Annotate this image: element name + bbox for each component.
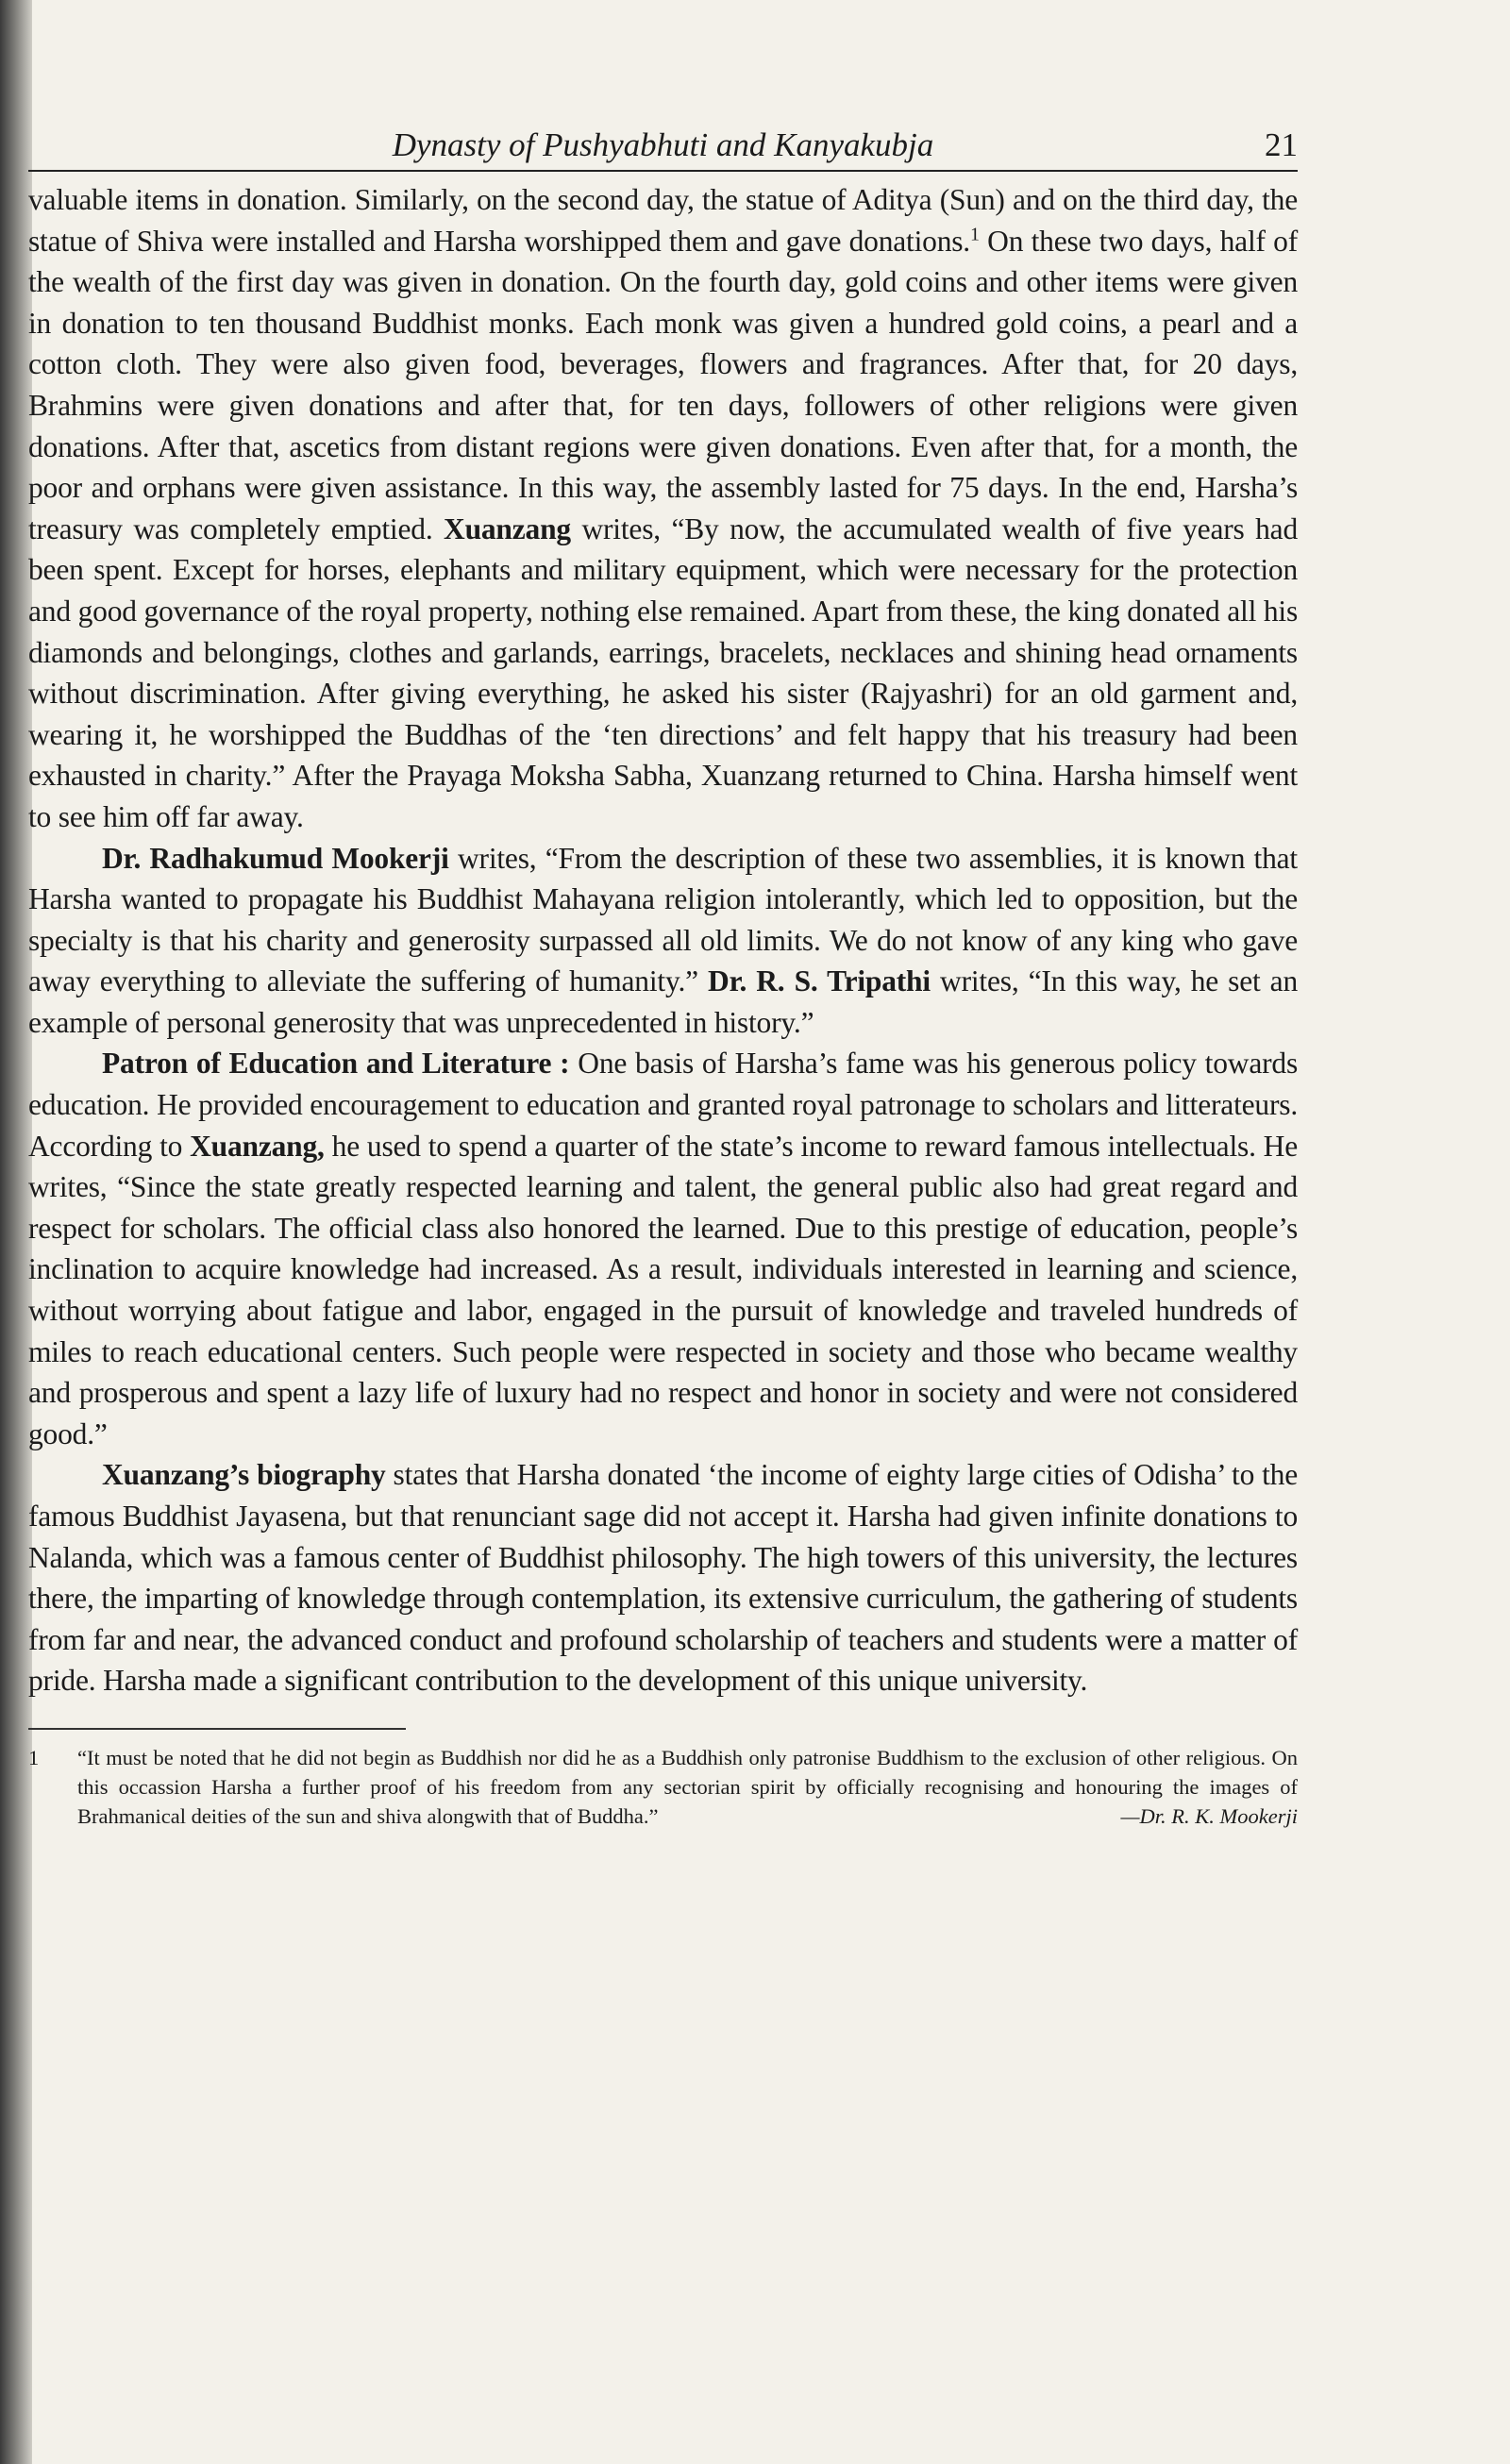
footnote-reference: 1 — [970, 224, 980, 245]
page-header — [28, 104, 1298, 172]
para1-text-3: writes, “By now, the accumulated wealth of five years had been spent. Except for horses, elephants and military equipment, which were necessary for the protection and good governance of the royal property, nothing else remained. Apart from these, the king donated all his diamonds and belongings, clothes and garlands, earrings, bracelets, necklaces and shining head ornaments without discrimination. After giving everything, he asked his sister (Rajyashri) for an old garment and, wearing it, he worshipped the Buddhas of the ‘ten directions’ and felt happy that his treasury had been exhausted in charity.” After the Prayaga Moksha Sabha, Xuanzang returned to China. Harsha himself went to see him off far away. — [28, 511, 1298, 833]
paragraph-donations — [28, 179, 1298, 838]
para3-bold-heading: Patron of Education and Literature : — [102, 1047, 570, 1081]
running-title: Dynasty of Pushyabhuti and Kanyakubja — [392, 126, 934, 163]
footnote-text: “It must be noted that he did not begin as Buddhish nor did he as a Buddhish only patronise Buddhism to the exclusion of other religious. On this occassion Harsha a further proof of his freedom from any sectorian spirit by officially recognising and honouring the images of Brahmanical deities of the sun and shiva alongwith that of Buddha.” — [77, 1745, 1298, 1828]
para4-bold-biography: Xuanzang’s biography — [102, 1458, 386, 1492]
para3-text-2: he used to spend a quarter of the state’s income to reward famous intellectuals. He writes, “Since the state greatly respected learning and talent, the general public also had great regard and respect for scholars. The official class also honored the learned. Due to this prestige of education, people’s inclination to acquire knowledge had increased. As a result, individuals interested in learning and science, without worrying about fatigue and labor, engaged in the pursuit of knowledge and traveled hundreds of miles to reach educational centers. Such people were respected in society and those who became wealthy and prosperous and spent a lazy life of luxury had no respect and honor in society and were not considered good.” — [28, 1129, 1298, 1450]
para2-text-1: writes, “From the description of these two assemblies, it is known that Harsha wanted to propagate his Buddhist Mahayana religion intolerantly, which led to opposition, but the specialty is that his charity and generosity surpassed all old limits. We do not know of any king who gave away everything to alleviate the suffering of humanity.” — [28, 841, 1298, 998]
para3-bold-xuanzang: Xuanzang, — [190, 1129, 325, 1163]
footnote-mark: 1 — [28, 1745, 40, 1769]
para2-bold-tripathi: Dr. R. S. Tripathi — [708, 964, 931, 998]
paragraph-patron-education — [28, 1043, 1298, 1454]
para4-text-1: states that Harsha donated ‘the income of eighty large cities of Odisha’ to the famous Buddhist Jayasena, but that renunciant sage did not accept it. Harsha had given infinite donations to Nalanda, which was a famous center of Buddhist philosophy. The high towers of this university, the lectures there, the imparting of knowledge through contemplation, its extensive curriculum, the gathering of students from far and near, the advanced conduct and profound scholarship of teachers and students were a matter of pride. Harsha made a significant contribution to the development of this unique university. — [28, 1458, 1299, 1698]
para1-bold-xuanzang: Xuanzang — [444, 511, 571, 545]
para2-bold-mookerji: Dr. Radhakumud Mookerji — [102, 841, 449, 875]
para1-text-2: On these two days, half of the wealth of the first day was given in donation. On the fourth day, gold coins and other items were given in donation to ten thousand Buddhist monks. Each monk was given a hundred gold coins, a pearl and a cotton cloth. They were also given food, beverages, flowers and fragrances. After that, for 20 days, Brahmins were given donations and after that, for ten days, followers of other religions were given donations. After that, ascetics from distant regions were given donations. Even after that, for a month, the poor and orphans were given assistance. In this way, the assembly lasted for 75 days. In the end, Harsha’s treasury was completely emptied. — [28, 224, 1298, 545]
para1-text-1: valuable items in donation. Similarly, on the second day, the statue of Aditya (Sun) and on the third day, the statue of Shiva were installed and Harsha worshipped them and gave donations. — [28, 183, 1298, 258]
book-page — [28, 104, 1298, 1831]
para2-text-2: writes, “In this way, he set an example of personal generosity that was unprecedented in history.” — [28, 964, 1298, 1039]
body-text — [28, 179, 1298, 1701]
book-binding-shadow — [0, 0, 32, 2464]
footnote — [28, 1743, 1298, 1831]
page-number: 21 — [1265, 126, 1298, 163]
footnote-divider — [28, 1728, 406, 1730]
paragraph-mookerji — [28, 838, 1298, 1044]
footnote-author: —Dr. R. K. Mookerji — [1120, 1803, 1298, 1828]
para3-text-1: One basis of Harsha’s fame was his generous policy towards education. He provided encouragement to education and granted royal patronage to scholars and litterateurs. According to — [28, 1047, 1298, 1163]
paragraph-biography — [28, 1454, 1298, 1701]
